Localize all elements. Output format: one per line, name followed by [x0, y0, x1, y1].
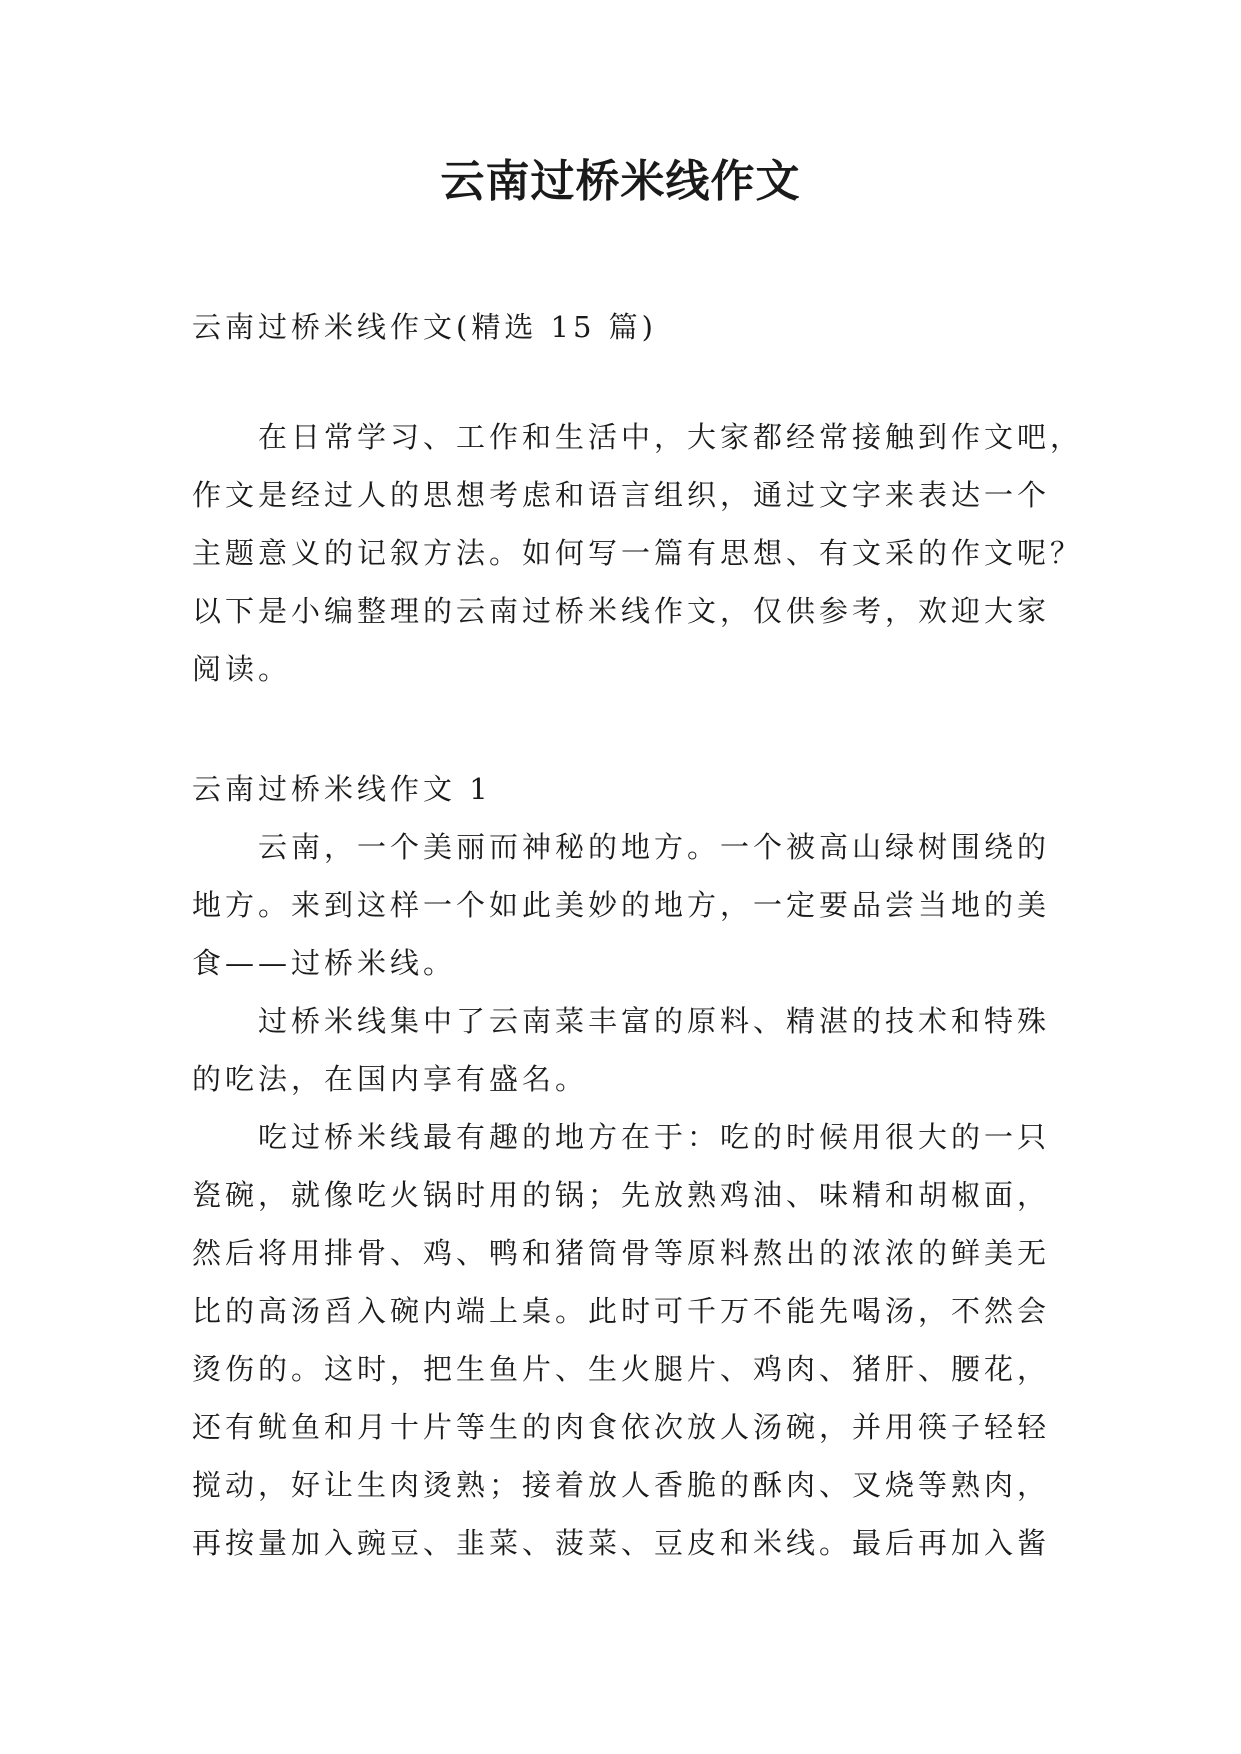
document-subtitle: 云南过桥米线作文(精选 15 篇)	[192, 310, 657, 344]
document-title: 云南过桥米线作文	[440, 156, 801, 207]
paragraph-line: 搅动，好让生肉烫熟；接着放人香脆的酥肉、叉烧等熟肉，	[192, 1468, 1051, 1502]
intro-paragraph	[192, 408, 1084, 698]
paragraph-line: 过桥米线集中了云南菜丰富的原料、精湛的技术和特殊	[258, 1004, 1051, 1038]
paragraph-line: 还有鱿鱼和月十片等生的肉食依次放人汤碗，并用筷子轻轻	[192, 1410, 1051, 1444]
paragraph-line: 食——过桥米线。	[192, 946, 457, 980]
intro-line: 以下是小编整理的云南过桥米线作文，仅供参考，欢迎大家	[192, 594, 1051, 628]
paragraph-line: 瓷碗，就像吃火锅时用的锅；先放熟鸡油、味精和胡椒面，	[192, 1178, 1051, 1212]
intro-line: 主题意义的记叙方法。如何写一篇有思想、有文采的作文呢？	[192, 536, 1084, 570]
paragraph-line: 地方。来到这样一个如此美妙的地方，一定要品尝当地的美	[192, 888, 1051, 922]
section-heading: 云南过桥米线作文 1	[192, 772, 492, 806]
intro-line: 在日常学习、工作和生活中，大家都经常接触到作文吧，	[258, 420, 1084, 454]
paragraph-line: 吃过桥米线最有趣的地方在于：吃的时候用很大的一只	[258, 1120, 1051, 1154]
paragraph-line: 然后将用排骨、鸡、鸭和猪筒骨等原料熬出的浓浓的鲜美无	[192, 1236, 1051, 1270]
paragraph-line: 的吃法，在国内享有盛名。	[192, 1062, 589, 1096]
paragraph-line: 再按量加入豌豆、韭菜、菠菜、豆皮和米线。最后再加入酱	[192, 1526, 1051, 1560]
intro-line: 阅读。	[192, 652, 292, 686]
section-body	[192, 818, 1054, 1572]
paragraph-line: 比的高汤舀入碗内端上桌。此时可千万不能先喝汤，不然会	[192, 1294, 1051, 1328]
paragraph-line: 烫伤的。这时，把生鱼片、生火腿片、鸡肉、猪肝、腰花，	[192, 1352, 1051, 1386]
intro-line: 作文是经过人的思想考虑和语言组织，通过文字来表达一个	[192, 478, 1051, 512]
paragraph-line: 云南，一个美丽而神秘的地方。一个被高山绿树围绕的	[258, 830, 1051, 864]
